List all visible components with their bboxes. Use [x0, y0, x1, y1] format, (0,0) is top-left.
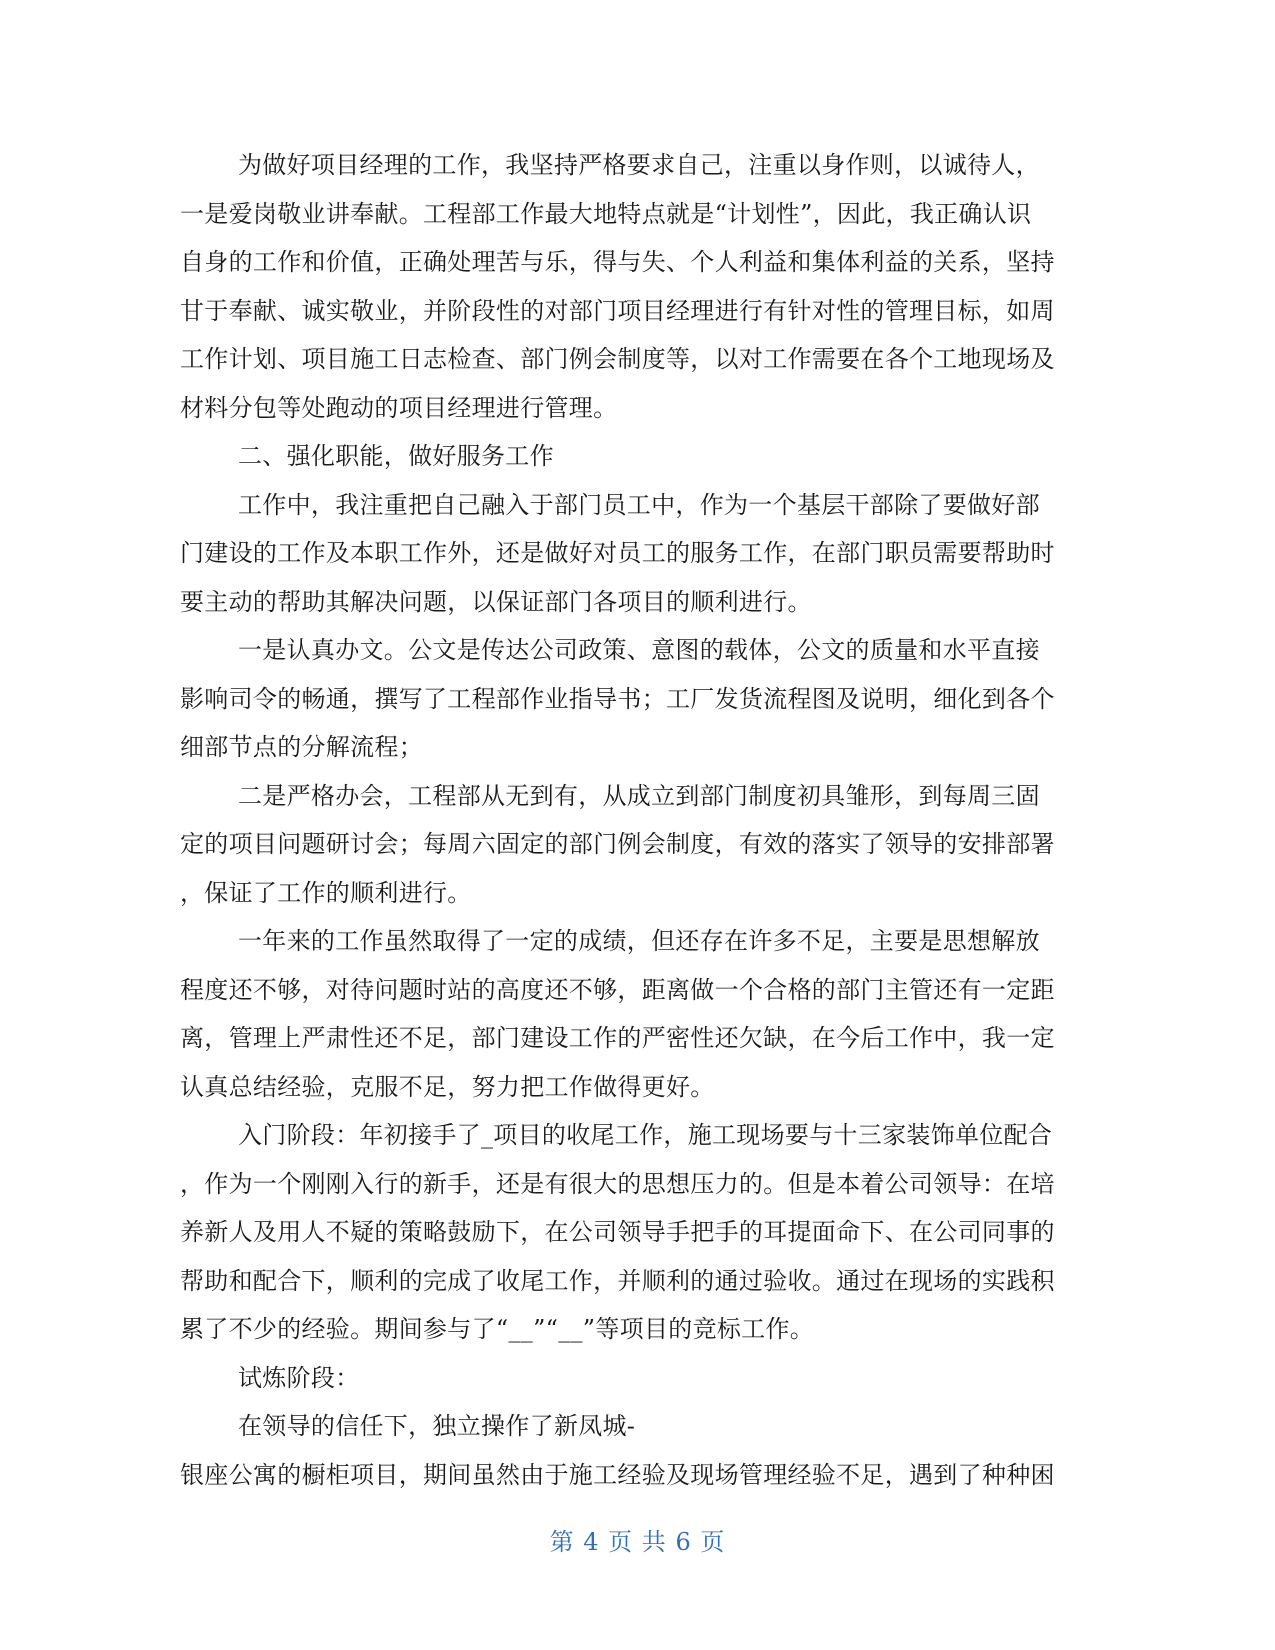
paragraph [180, 1111, 1085, 1354]
text-line: 离，管理上严肃性还不足，部门建设工作的严密性还欠缺，在今后工作中，我一定 [180, 1024, 1055, 1052]
text-line: 甘于奉献、诚实敬业，并阶段性的对部门项目经理进行有针对性的管理目标，如周 [180, 296, 1055, 325]
paragraph [180, 626, 1085, 772]
text-line: 二是严格办会，工程部从无到有，从成立到部门制度初具雏形，到每周三固 [238, 781, 1040, 810]
text-line: 材料分包等处跑动的项目经理进行管理。 [180, 393, 618, 422]
section-heading [180, 432, 1085, 481]
page-number-footer: 第 4 页 共 6 页 [549, 1528, 726, 1556]
text-line: 自身的工作和价值，正确处理苦与乐，得与失、个人利益和集体利益的关系，坚持 [180, 248, 1055, 276]
text-line: 程度还不够，对待问题时站的高度还不够，距离做一个合格的部门主管还有一定距 [180, 975, 1055, 1004]
text-line: 为做好项目经理的工作，我坚持严格要求自己，注重以身作则，以诚待人， [238, 151, 1040, 179]
paragraph [180, 1451, 1085, 1500]
paragraph [180, 1354, 1085, 1403]
text-line: 认真总结经验，克服不足，努力把工作做得更好。 [180, 1072, 715, 1101]
document-body [180, 141, 1085, 1499]
text-line: 养新人及用人不疑的策略鼓励下，在公司领导手把手的耳提面命下、在公司同事的 [180, 1218, 1055, 1246]
text-line: 在领导的信任下，独立操作了新凤城- [238, 1412, 636, 1440]
text-line: 二、强化职能，做好服务工作 [238, 442, 554, 470]
text-line: 工作计划、项目施工日志检查、部门例会制度等，以对工作需要在各个工地现场及 [180, 345, 1055, 373]
text-line: ，作为一个刚刚入行的新手，还是有很大的思想压力的。但是本着公司领导：在培 [180, 1169, 1055, 1198]
text-line: 要主动的帮助其解决问题，以保证部门各项目的顺利进行。 [180, 587, 812, 616]
paragraph [180, 481, 1085, 627]
paragraph [180, 1402, 1085, 1451]
text-line: ，保证了工作的顺利进行。 [180, 878, 472, 907]
text-line: 门建设的工作及本职工作外，还是做好对员工的服务工作，在部门职员需要帮助时 [180, 539, 1055, 567]
text-line: 一是认真办文。公文是传达公司政策、意图的载体，公文的质量和水平直接 [238, 636, 1040, 664]
text-line: 工作中，我注重把自己融入于部门员工中，作为一个基层干部除了要做好部 [238, 490, 1040, 519]
text-line: 一年来的工作虽然取得了一定的成绩，但还存在许多不足，主要是思想解放 [238, 927, 1040, 955]
text-line: 累了不少的经验。期间参与了“__”“__”等项目的竞标工作。 [180, 1315, 815, 1343]
text-line: 入门阶段：年初接手了_项目的收尾工作，施工现场要与十三家装饰单位配合 [238, 1121, 1053, 1149]
paragraph [180, 141, 1085, 432]
text-line: 试炼阶段： [238, 1363, 360, 1392]
paragraph [180, 917, 1085, 1111]
text-line: 银座公寓的橱柜项目，期间虽然由于施工经验及现场管理经验不足，遇到了种种困 [180, 1460, 1055, 1489]
text-line: 影响司令的畅通，撰写了工程部作业指导书；工厂发货流程图及说明，细化到各个 [180, 684, 1055, 713]
paragraph [180, 772, 1085, 918]
text-line: 细部节点的分解流程； [180, 733, 423, 761]
text-line: 一是爱岗敬业讲奉献。工程部工作最大地特点就是“计划性”，因此，我正确认识 [180, 199, 1032, 228]
text-line: 帮助和配合下，顺利的完成了收尾工作，并顺利的通过验收。通过在现场的实践积 [180, 1266, 1055, 1295]
text-line: 定的项目问题研讨会；每周六固定的部门例会制度，有效的落实了领导的安排部署 [180, 830, 1055, 858]
